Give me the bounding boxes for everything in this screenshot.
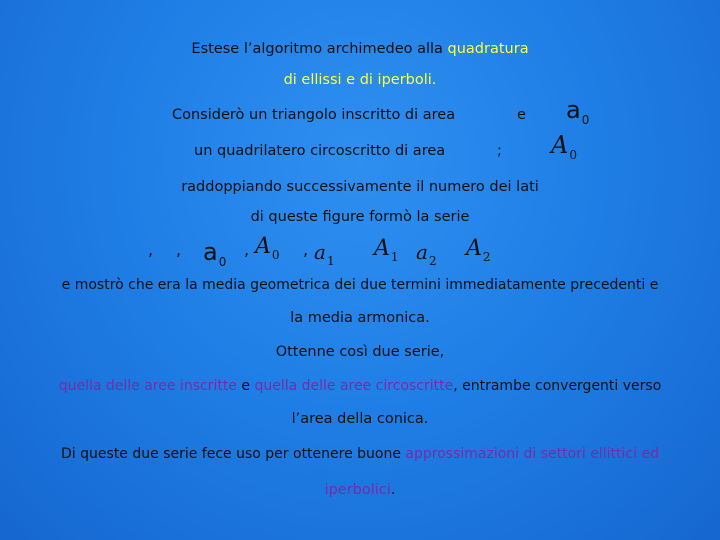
line-4-text: un quadrilatero circoscritto di area bbox=[194, 143, 446, 159]
math-a: a bbox=[203, 238, 218, 266]
highlight-aree-circoscritte: quella delle aree circoscritte bbox=[254, 378, 454, 394]
line-6: di queste figure formò la serie bbox=[250, 209, 470, 225]
line-2 bbox=[0, 71, 720, 89]
line-9: Ottenne così due serie, bbox=[275, 344, 445, 360]
math-sub-0: 0 bbox=[581, 113, 590, 127]
highlight-approssimazioni: approssimazioni di settori ellittici ed bbox=[405, 446, 659, 462]
series-comma-3: , bbox=[244, 240, 250, 259]
math-a: a bbox=[566, 96, 581, 124]
math-sub-2: 2 bbox=[482, 250, 491, 264]
series-A1 bbox=[374, 236, 399, 264]
line-13-period: . bbox=[390, 482, 396, 498]
math-A0-top bbox=[551, 131, 577, 162]
math-A: A bbox=[466, 236, 482, 261]
math-A: A bbox=[551, 131, 569, 159]
math-A: A bbox=[255, 234, 271, 259]
math-a: a bbox=[314, 240, 326, 264]
math-sub-1: 1 bbox=[390, 250, 399, 264]
math-sub-0: 0 bbox=[218, 255, 227, 269]
math-sub-0: 0 bbox=[569, 148, 577, 162]
series-comma-2: , bbox=[176, 240, 182, 259]
highlight-ellissi-iperboli: di ellissi e di iperboli. bbox=[283, 72, 437, 88]
math-sub-2: 2 bbox=[428, 254, 437, 268]
series-a2 bbox=[416, 240, 437, 268]
series-a0 bbox=[203, 238, 227, 269]
math-sub-1: 1 bbox=[326, 254, 335, 268]
line-4-semicolon: ; bbox=[497, 143, 502, 159]
line-12-text: Di queste due serie fece uso per ottenere buone bbox=[61, 446, 406, 462]
line-1-text: Estese l’algoritmo archimedeo alla bbox=[191, 41, 448, 57]
math-a0-top bbox=[566, 96, 590, 127]
highlight-aree-inscritte: quella delle aree inscritte bbox=[58, 378, 237, 394]
line-5: raddoppiando successivamente il numero dei lati bbox=[181, 179, 539, 195]
line-10 bbox=[0, 377, 720, 395]
series-comma-4: , bbox=[303, 240, 309, 259]
line-3-e: e bbox=[517, 107, 526, 123]
line-8: la media armonica. bbox=[290, 310, 430, 326]
line-7: e mostrò che era la media geometrica dei due termini immediatamente precedenti e bbox=[61, 277, 659, 293]
highlight-quadratura: quadratura bbox=[447, 41, 529, 57]
series-comma-1: , bbox=[148, 240, 154, 259]
line-11: l’area della conica. bbox=[291, 411, 429, 427]
line-10-post: , entrambe convergenti verso bbox=[453, 378, 662, 394]
line-1 bbox=[0, 40, 720, 58]
series-A0 bbox=[255, 234, 280, 262]
math-A: A bbox=[374, 236, 390, 261]
line-12 bbox=[0, 445, 720, 463]
highlight-iperbolici: iperbolici bbox=[324, 482, 391, 498]
math-sub-0: 0 bbox=[271, 248, 280, 262]
line-3-text: Considerò un triangolo inscritto di area bbox=[172, 107, 456, 123]
math-a: a bbox=[416, 240, 428, 264]
line-10-mid: e bbox=[236, 378, 255, 394]
line-13 bbox=[0, 481, 720, 499]
series-a1 bbox=[314, 240, 335, 268]
series-A2 bbox=[466, 236, 491, 264]
